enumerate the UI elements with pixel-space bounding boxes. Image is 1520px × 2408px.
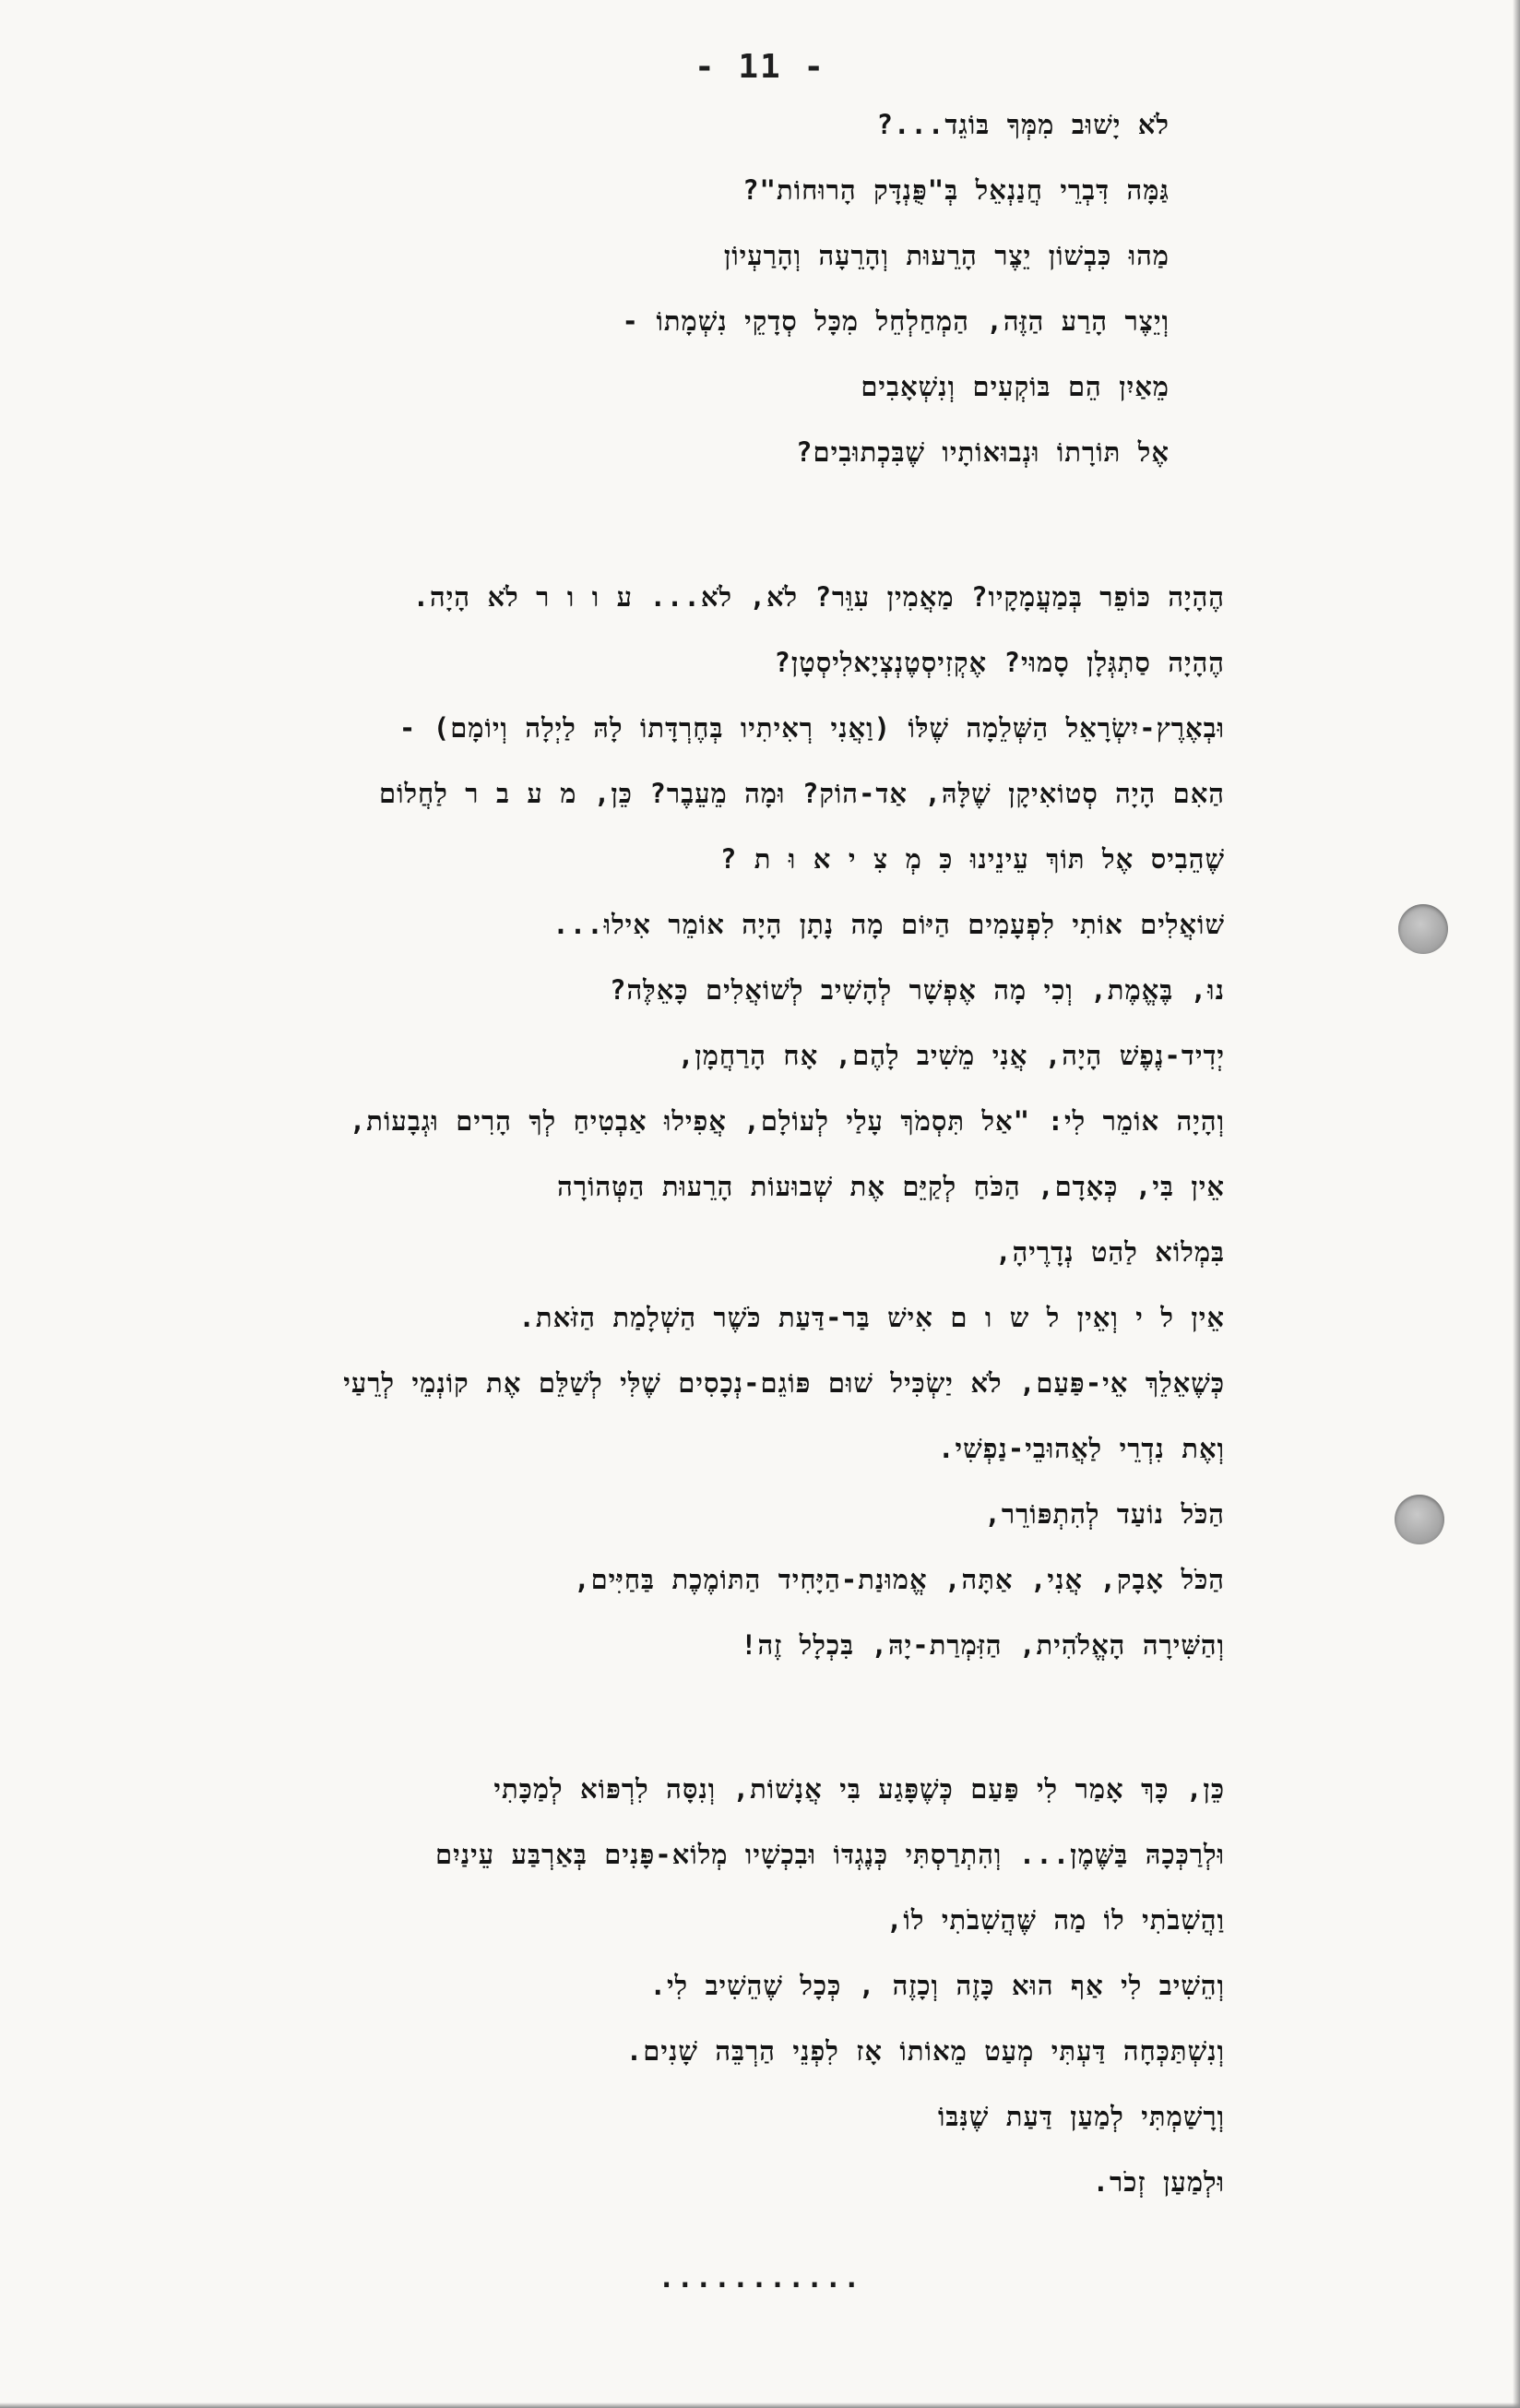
text-line: הֶהָיָה סַתְגְּלָן סָמוּי? אֶקְזִיסְטֶנְצְיָאלִיסְטָן? xyxy=(774,647,1225,678)
text-line: נוּ, בֶּאֱמֶת, וְכִי מָה אֶפְשָׁר לְהָשִׁיב לְשׁוֹאֲלִים כָּאֵלֶּה? xyxy=(610,974,1225,1006)
text-line: וְרָשַׁמְתִּי לְמַעַן דַּעַת שֶׁנִּבּוֹ xyxy=(937,2101,1225,2132)
text-line: וְהָיָה אוֹמֵר לִי: "אַל תִּסְמֹךְ עָלַי לְעוֹלָם, אֲפִילוּ אַבְטִיחַ לְךָ הָרִים וּגְבָעוֹת, xyxy=(349,1105,1225,1137)
punch-hole xyxy=(1398,904,1448,954)
page-bottom-edge xyxy=(0,2402,1520,2408)
text-line: וְהַשִּׁירָה הָאֱלֹהִית, הַזִּמְרַת-יָהּ, בִּכְלָל זֶה! xyxy=(741,1629,1225,1661)
text-line: יְדִיד-נֶפֶשׁ הָיָה, אֲנִי מֵשִׁיב לָהֶם, אָח הָרַחֲמָן, xyxy=(677,1040,1225,1071)
text-line: אֶל תּוֹרָתוֹ וּנְבוּאוֹתָיו שֶׁבִּכְתוּבִים? xyxy=(796,436,1170,468)
text-line: וְיֵצֶר הָרַע הַזֶּה, הַמְחַלְחֵל מִכָּל סְדָקֵי נִשְׁמָתוֹ - xyxy=(622,305,1170,337)
text-line: לֹא יָשׁוּב מִמְּךָ בּוֹגֵד...? xyxy=(876,109,1170,140)
text-line: הֶהָיָה כּוֹפֵר בְּמַעֲמָקָיו? מַאֲמִין עִוֵּר? לֹא, לֹא... ע ו ו ר לֹא הָיָה. xyxy=(412,581,1225,613)
text-line: בִּמְלוֹא לַהַט נְדָרֶיהָ, xyxy=(995,1236,1225,1268)
text-line: וּלְרַכְּכָהּ בַּשֶּׁמֶן... וְהִתְרַסְתִּי כְּנֶגְדּוֹ וּבִכְשָׁיו מְלוֹא-פָּנִים בְּאַרְבַּע עֵינַיִם xyxy=(435,1839,1225,1870)
page-edge-shadow xyxy=(1513,0,1520,2408)
stanza-1 xyxy=(221,92,1170,485)
text-line: אֵין בִּי, כְּאָדָם, הַכֹּחַ לְקַיֵּם אֶת שְׁבוּעוֹת הָרֵעוּת הַטְּהוֹרָה xyxy=(557,1171,1225,1202)
text-line: אֵין ל י וְאֵין ל ש ו ם אִישׁ בַּר-דַּעַת כֹּשֶׁר הַשְׁלָמַת הַזֹּאת. xyxy=(518,1302,1225,1333)
text-line: וְהֵשִׁיב לִי אַף הוּא כָּזֶה וְכָזֶה , כְּכָל שֶׁהֵשִׁיב לִי. xyxy=(649,1970,1225,2001)
text-line: כְּשֶׁאֵלֵךְ אֵי-פַּעַם, לֹא יַשְׂכִּיל שׁוּם פּוֹגֵם-נְכָסִים שֶׁלִּי לְשַׁלֵּם אֶת קוֹנְמֵי לְרֵעַי xyxy=(343,1367,1225,1399)
punch-hole xyxy=(1395,1495,1444,1544)
stanza-3 xyxy=(221,1757,1225,2215)
text-line: מֵאַיִן הֵם בּוֹקְעִים וְנִשְׁאָבִים xyxy=(861,371,1170,402)
text-line: הַאִם הָיָה סְטוֹאִיקָן שֶׁלָּהּ, אַד-הוֹק? וּמָה מֵעֵבֶר? כֵּן, מ ע ב ר לַחֲלוֹם xyxy=(378,778,1225,809)
text-line: מַהוּ כִּבְשׁוֹן יֵצֶר הָרֵעוּת וְהָרֵעָה וְהָרַעְיוֹן xyxy=(723,240,1170,271)
text-line: הַכֹּל אָבָק, אֲנִי, אַתָּה, אֱמוּנַת-הַיָּחִיד הַתּוֹמֶכֶת בַּחַיִּים, xyxy=(574,1564,1225,1595)
text-line: וּלְמַעַן זְכֹר. xyxy=(1092,2166,1225,2198)
text-line: שֶׁהֵבִיס אֶל תּוֹךְ עֵינֵינוּ כִּ מְ צִ י א וּ ת ? xyxy=(719,843,1225,875)
text-line: וְאֶת נִדְרֵי לַאֲהוּבֵי-נַפְשִׁי. xyxy=(938,1433,1225,1464)
text-line: וַהֲשִׁבֹתִי לוֹ מַה שֶּׁהֲשִׁבֹתִי לוֹ, xyxy=(885,1904,1225,1936)
stanza-2 xyxy=(221,565,1225,1678)
text-line: גַּמָּה דִּבְרֵי חֲנַנְאֵל בְּ"פֻּנְדָּק הָרוּחוֹת"? xyxy=(742,174,1170,206)
text-line: וּבְאֶרֶץ-יִשְׂרָאֵל הַשְּׁלֵמָה שֶׁלּוֹ (וַאֲנִי רְאִיתִיו בְּחֶרְדָּתוֹ לָהּ לַיְלָה וְיוֹמָם) - xyxy=(398,712,1225,744)
end-mark: ........... xyxy=(658,2262,862,2295)
text-line: כֵּן, כָּךְ אָמַר לִי פַּעַם כְּשֶׁפָּגַע בִּי אֲנָשׁוֹת, וְנִסָּה לִרְפּוֹא לְמַכָּתִי xyxy=(493,1773,1225,1805)
text-line: הַכֹּל נוֹעַד לְהִתְפּוֹרֵר, xyxy=(984,1498,1225,1530)
text-line: וְנִשְׁתַּכְּחָה דַּעְתִּי מְעַט מֵאוֹתוֹ אָז לִפְנֵי הַרְבֵּה שָׁנִים. xyxy=(625,2035,1225,2067)
text-line: שׁוֹאֲלִים אוֹתִי לִפְעָמִים הַיּוֹם מָה נָתָן הָיָה אוֹמֵר אִילוּ... xyxy=(552,909,1225,940)
page-number: - 11 - xyxy=(694,48,826,86)
